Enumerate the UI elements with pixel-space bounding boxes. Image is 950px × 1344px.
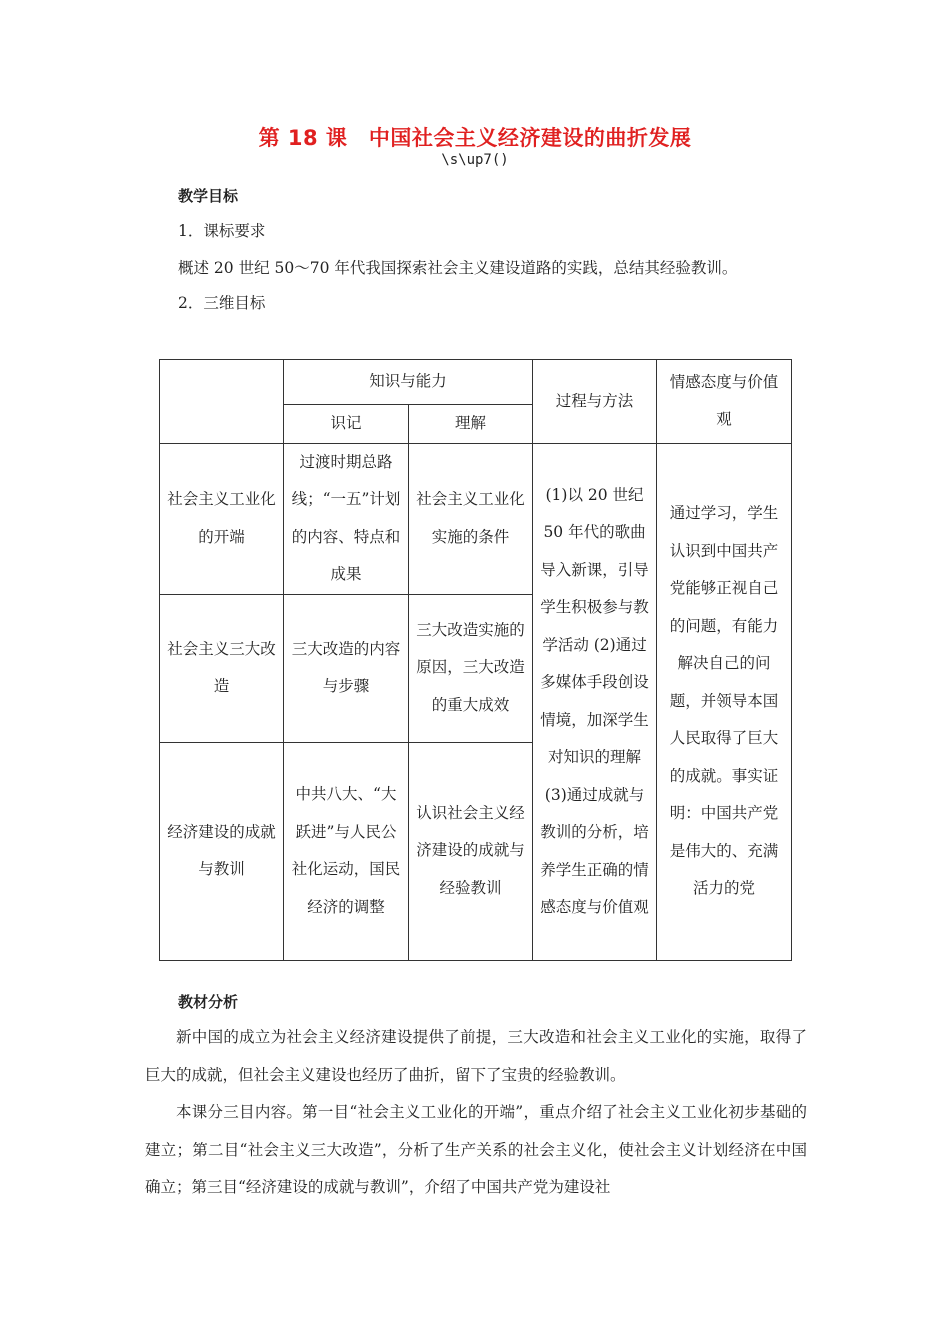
table-row-remember: 三大改造的内容与步骤 [284, 594, 409, 742]
header-knowledge: 知识与能力 [284, 360, 533, 405]
analysis-paragraph-2: 本课分三目内容。第一目“社会主义工业化的开端”，重点介绍了社会主义工业化初步基础的建立；第二目“社会主义三大改造”，分析了生产关系的社会主义化，使社会主义计划经济在中国确立；第三目“经济建设的成就与教训”，介绍了中国共产党为建设社 [145, 1103, 807, 1196]
goals-table [159, 359, 792, 961]
table-row-understand: 社会主义工业化实施的条件 [409, 443, 533, 594]
process-methods-cell: (1)以 20 世纪 50 年代的歌曲导入新课，引导学生积极参与教学活动 (2)通过多媒体手段创设情境，加深学生对知识的理解 (3)通过成就与教训的分析，培养学生正确的情感态度与价值观 [533, 443, 657, 960]
table-row-remember: 中共八大、“大跃进”与人民公社化运动，国民经济的调整 [284, 742, 409, 960]
analysis-heading: 教材分析 [178, 993, 239, 1011]
lesson-title: 第 18 课 中国社会主义经济建设的曲折发展 [258, 126, 692, 150]
objective-2-label: 2．三维目标 [178, 294, 266, 312]
table-corner-cell [160, 360, 284, 444]
objectives-heading: 教学目标 [178, 187, 239, 205]
table-row-understand: 三大改造实施的原因，三大改造的重大成效 [409, 594, 533, 742]
header-understand: 理解 [409, 405, 533, 444]
header-process: 过程与方法 [533, 360, 657, 444]
header-remember: 识记 [284, 405, 409, 444]
table-row-topic: 经济建设的成就与教训 [160, 742, 284, 960]
table-row-topic: 社会主义三大改造 [160, 594, 284, 742]
header-emotion: 情感态度与价值观 [657, 360, 792, 444]
field-code-residue: \s\up7() [441, 152, 509, 168]
objective-1-label: 1．课标要求 [178, 222, 266, 240]
table-row-remember: 过渡时期总路线；“一五”计划的内容、特点和成果 [284, 443, 409, 594]
objective-1-text: 概述 20 世纪 50～70 年代我国探索社会主义建设道路的实践，总结其经验教训。 [178, 259, 738, 277]
analysis-paragraph-1: 新中国的成立为社会主义经济建设提供了前提，三大改造和社会主义工业化的实施，取得了巨大的成就，但社会主义建设也经历了曲折，留下了宝贵的经验教训。 [145, 1028, 807, 1084]
table-row-understand: 认识社会主义经济建设的成就与经验教训 [409, 742, 533, 960]
emotion-values-cell: 通过学习，学生认识到中国共产党能够正视自己的问题，有能力解决自己的问题，并领导本国人民取得了巨大的成就。事实证明：中国共产党是伟大的、充满活力的党 [657, 443, 792, 960]
table-row-topic: 社会主义工业化的开端 [160, 443, 284, 594]
